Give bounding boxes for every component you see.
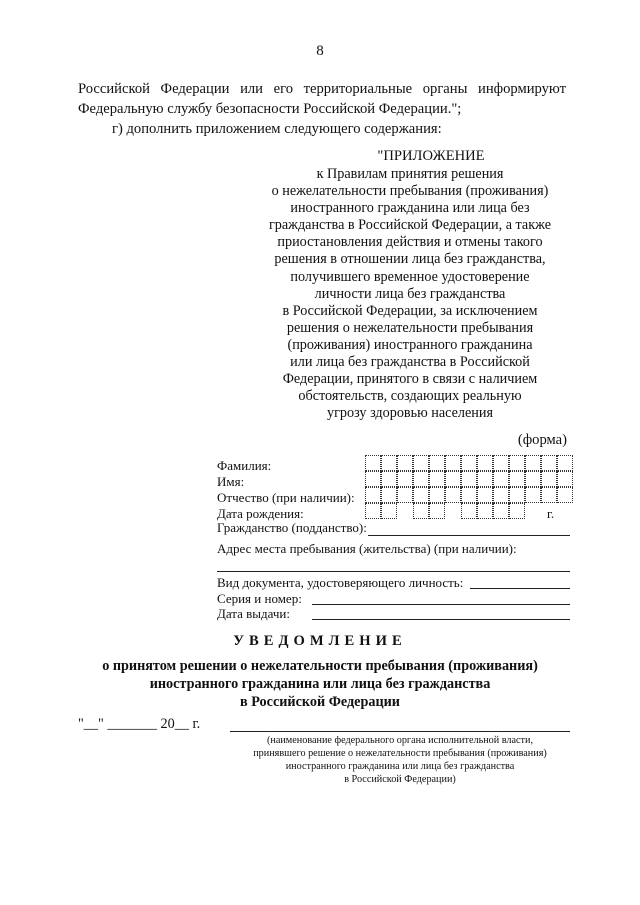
series-number-label: Серия и номер:	[217, 591, 302, 606]
document-line[interactable]	[470, 588, 570, 589]
notice-title: УВЕДОМЛЕНИЕ	[233, 633, 407, 649]
appendix-line: о нежелательности пребывания (проживания)	[271, 183, 549, 200]
appendix-line: в Российской Федерации, за исключением	[282, 302, 538, 319]
letter-cell[interactable]	[429, 471, 445, 487]
appendix-line: гражданства в Российской Федерации, а также	[268, 217, 552, 234]
letter-cell[interactable]	[525, 487, 541, 503]
series-number-line[interactable]	[312, 604, 570, 605]
notice-date[interactable]: "__" _______ 20__ г.	[78, 716, 201, 732]
appendix-line: получившего временное удостоверение	[290, 268, 530, 285]
address-line[interactable]	[217, 571, 570, 572]
year-suffix: г.	[547, 506, 555, 521]
letter-cell[interactable]	[429, 503, 445, 519]
letter-cell[interactable]	[509, 487, 525, 503]
letter-cell[interactable]	[493, 487, 509, 503]
appendix-line: (проживания) иностранного гражданина	[287, 336, 533, 353]
appendix-line: приостановления действия и отмены такого	[277, 234, 543, 251]
letter-cell[interactable]	[477, 455, 493, 471]
notice-subtitle-line: о принятом решении о нежелательности пребывания (проживания)	[102, 658, 538, 674]
letter-cell[interactable]	[413, 455, 429, 471]
appendix-line: иностранного гражданина или лица без	[290, 200, 530, 217]
intro-line-2: Федеральную службу безопасности Российской Федерации.";	[78, 101, 462, 117]
letter-cell[interactable]	[541, 455, 557, 471]
letter-cell[interactable]	[557, 471, 573, 487]
letter-cell[interactable]	[477, 503, 493, 519]
appendix-line: Федерации, принятого в связи с наличием	[282, 371, 538, 388]
letter-cell[interactable]	[557, 487, 573, 503]
letter-cell[interactable]	[397, 487, 413, 503]
letter-cell[interactable]	[381, 471, 397, 487]
page-number: 8	[316, 43, 324, 59]
name-label: Имя:	[217, 474, 245, 489]
letter-cell[interactable]	[525, 455, 541, 471]
authority-caption-line: в Российской Федерации)	[344, 774, 456, 785]
address-label: Адрес места пребывания (жительства) (при наличии):	[217, 541, 517, 556]
appendix-line: обстоятельств, создающих реальную	[298, 388, 522, 405]
document-label: Вид документа, удостоверяющего личность:	[217, 575, 464, 590]
letter-cell[interactable]	[525, 471, 541, 487]
notice-subtitle-line: в Российской Федерации	[240, 694, 400, 710]
letter-cell[interactable]	[541, 471, 557, 487]
issue-date-line[interactable]	[312, 619, 570, 620]
letter-cell[interactable]	[365, 503, 381, 519]
notice-subtitle-line: иностранного гражданина или лица без гражданства	[149, 676, 491, 692]
letter-cell[interactable]	[477, 471, 493, 487]
letter-cell[interactable]	[365, 471, 381, 487]
appendix-line: угрозу здоровью населения	[327, 405, 493, 422]
letter-cell[interactable]	[509, 471, 525, 487]
form-label: (форма)	[517, 432, 567, 448]
intro-line-3: г) дополнить приложением следующего содержания:	[112, 121, 442, 137]
appendix-line: решения о нежелательности пребывания	[286, 319, 534, 336]
letter-cell[interactable]	[429, 487, 445, 503]
citizenship-label: Гражданство (подданство):	[217, 520, 367, 535]
letter-cell[interactable]	[461, 487, 477, 503]
appendix-line: к Правилам принятия решения	[316, 166, 504, 182]
surname-label: Фамилия:	[217, 458, 272, 473]
letter-cell[interactable]	[509, 455, 525, 471]
letter-cell[interactable]	[509, 503, 525, 519]
authority-caption-line: иностранного гражданина или лица без гражданства	[285, 761, 515, 772]
letter-cell[interactable]	[397, 471, 413, 487]
letter-cell[interactable]	[445, 455, 461, 471]
appendix-line: решения в отношении лица без гражданства,	[274, 251, 546, 268]
letter-cell[interactable]	[493, 471, 509, 487]
appendix-line: или лица без гражданства в Российской	[290, 354, 530, 371]
birth-date-label: Дата рождения:	[217, 506, 304, 521]
letter-cell[interactable]	[461, 471, 477, 487]
letter-cell[interactable]	[381, 503, 397, 519]
letter-cell[interactable]	[557, 455, 573, 471]
letter-cell[interactable]	[381, 455, 397, 471]
letter-cell[interactable]	[493, 503, 509, 519]
appendix-title: "ПРИЛОЖЕНИЕ	[377, 148, 485, 164]
appendix-line: личности лица без гражданства	[314, 285, 506, 302]
letter-cell[interactable]	[493, 455, 509, 471]
authority-caption-line: принявшего решение о нежелательности пребывания (проживания)	[253, 748, 547, 759]
letter-cell[interactable]	[413, 471, 429, 487]
letter-cell[interactable]	[429, 455, 445, 471]
letter-cell[interactable]	[445, 471, 461, 487]
letter-cell[interactable]	[397, 455, 413, 471]
citizenship-line[interactable]	[368, 535, 570, 536]
letter-cell[interactable]	[541, 487, 557, 503]
authority-caption-line: (наименование федерального органа исполнительной власти,	[266, 735, 534, 746]
letter-cell[interactable]	[413, 503, 429, 519]
appendix-heading	[250, 147, 570, 422]
patronymic-label: Отчество (при наличии):	[217, 490, 355, 505]
letter-cell[interactable]	[445, 487, 461, 503]
issue-date-label: Дата выдачи:	[217, 606, 291, 621]
letter-cell[interactable]	[477, 487, 493, 503]
letter-cell[interactable]	[381, 487, 397, 503]
letter-cell[interactable]	[365, 487, 381, 503]
authority-line[interactable]	[230, 731, 570, 732]
letter-cell[interactable]	[461, 455, 477, 471]
intro-line-1: Российской Федерации или его территориальные органы информируют	[78, 81, 566, 97]
letter-cell[interactable]	[461, 503, 477, 519]
letter-cell[interactable]	[413, 487, 429, 503]
letter-cell[interactable]	[365, 455, 381, 471]
